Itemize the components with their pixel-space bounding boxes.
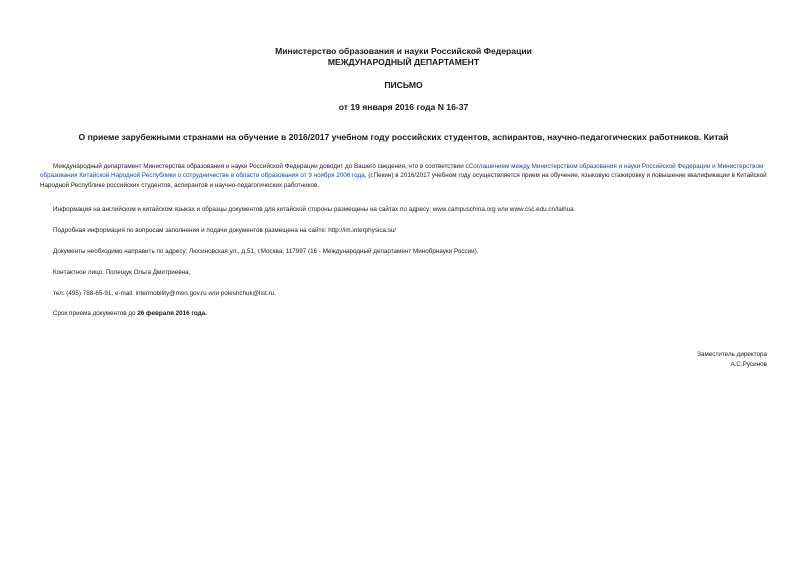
document-date: от 19 января 2016 года N 16-37: [338, 102, 469, 112]
paragraph-info-sites: Информация на английском и китайском языках и образцы документов для китайской стороны размещены на сайтах по адресу: www.campuschina.org или www.csc.edu.cn/laihua: [53, 206, 574, 213]
department-name: МЕЖДУНАРОДНЫЙ ДЕПАРТАМЕНТ: [327, 57, 480, 67]
signature-position: Заместитель директора: [697, 351, 767, 358]
paragraph-contact-phone: тел: (495) 788-65-91, e-mail: intermobility@mon.gov.ru или poleshchuk@list.ru.: [53, 290, 276, 297]
signature-name: А.С.Русинов: [730, 361, 767, 368]
document-header: [0, 46, 807, 68]
paragraph-contact-person: Контактное лицо: Полещук Ольга Дмитриевна,: [53, 269, 191, 276]
ministry-name: Министерство образования и науки Российской Федерации: [275, 46, 532, 56]
deadline-label: Срок приема документов до: [53, 310, 138, 317]
agreement-link[interactable]: Соглашением между Министерством образования и науки Российской Федерации и Министерством образования Китайской Народной Республики о сотрудничестве в области образования от 9 ноября 2006 года: [40, 163, 764, 180]
document-type: ПИСЬМО: [384, 80, 423, 90]
document-title: О приеме зарубежными странами на обучение в 2016/2017 учебном году российских студентов, аспирантов, научно-педагогических работников. Китай: [78, 132, 729, 142]
paragraph-intro: [40, 162, 770, 190]
deadline-date: 26 февраля 2016 года.: [137, 310, 207, 317]
paragraph-intro-start: Международный департамент Министерства образования и науки Российской Федерации доводит до Вашего сведения, что в соответствии с: [53, 163, 469, 170]
paragraph-deadline: [40, 309, 770, 318]
paragraph-intro-end: , (г.Пекин) в 2016/2017 учебном году осуществляется прием на обучение, языковую стажировку и повышение квалификации в Китайской Народной Республике российских студентов, аспирантов и научно-педагогических работников.: [40, 172, 767, 189]
paragraph-details-site: Подробная информация по вопросам заполнения и подачи документов размещена на сайте: http://im.interphysica.su/: [53, 227, 397, 234]
paragraph-address: Документы необходимо направить по адресу: Люсиновская ул., д.51, г.Москва, 117997 (16 - Международный департамент Минобрнауки России).: [53, 248, 479, 255]
